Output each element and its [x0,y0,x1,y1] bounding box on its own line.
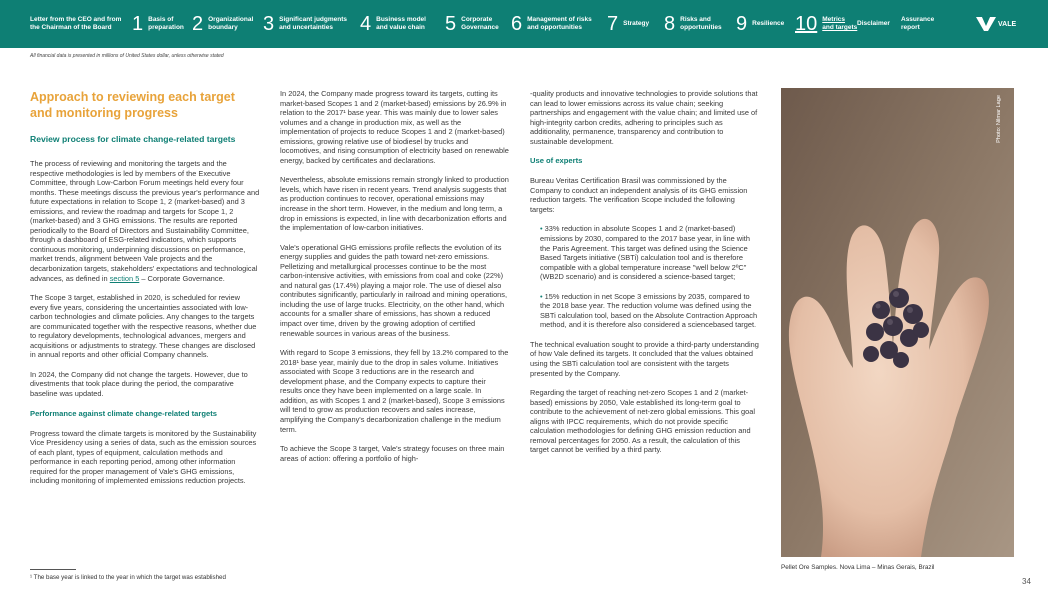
bullet-item [530,292,759,330]
nav-item-label: Risks and opportunities [680,16,722,31]
nav-item-number: 9 [736,13,748,35]
nav-item-assurance-report[interactable] [901,0,934,48]
nav-item-significant-judgments[interactable] [263,0,347,48]
top-navigation [0,0,1048,48]
photo-caption: Pellet Ore Samples. Nova Lima – Minas Gerais, Brazil [781,564,935,571]
pellet-photo [781,88,1014,557]
column-1 [30,89,260,496]
nav-item-number: 1 [132,13,144,35]
page-number: 34 [1022,577,1031,586]
column-3 [530,89,759,465]
paragraph-text: – Corporate Governance. [139,273,225,283]
nav-item-resilience[interactable] [736,0,784,48]
nav-item-label: Assurance report [901,16,935,31]
nav-item-basis-of-preparation[interactable] [132,0,184,48]
nav-item-number: 5 [445,13,457,35]
nav-item-number: 10 [795,13,818,35]
nav-item-number: 3 [263,13,275,35]
paragraph [30,159,260,283]
nav-item-number: 7 [607,13,619,35]
hand-with-pellets-image [781,88,1014,557]
paragraph: The Scope 3 target, established in 2020, is scheduled for review every five years, considering the uncertainties associated with low-carbon technologies and climate policies. Any changes to the targets are communicated together with the respective reasons, whether due to regulatory developments, technological advances, mergers and acquisitions or adjustments to strategy. These changes are disclosed in annual reports and other official Company channels. [30,293,257,360]
use-of-experts-heading: Use of experts [530,156,583,166]
paragraph: Vale's operational GHG emissions profile reflects the evolution of its energy supplies and guides the path toward net-zero emissions. Pelletizing and metallurgical processes continue to be the most carbon-intensive activities, with emissions from coal and coke (22%) and natural gas (17.4%) playing a major role. The use of diesel also contributes significantly, particularly in railroad and mining operations, including the use of large trucks. Electricity, on the other hand, which accounts for a smaller share of emissions, has shown a reduced impact over time, driven by the growing adoption of certified renewable sources in various areas of the business. [280,242,508,338]
nav-item-strategy[interactable] [607,0,649,48]
nav-item-ceo-letter[interactable] [30,0,121,48]
paragraph: In 2024, the Company did not change the targets. However, due to divestments that took place during the period, the comparative baseline was updated. [30,369,248,399]
currency-note: All financial data is presented in millions of United States dollar, unless otherwise stated [30,53,224,59]
paragraph: In 2024, the Company made progress toward its targets, cutting its market-based Scopes 1 and 2 (market-based) emissions by 26.9% in relation to the 2017¹ base year. This was mainly due to lower sales volumes and a change in production mix, as well as the implementation of projects to reduce Scopes 1 and 2 (market-based) emissions, growing relative use of biodiesel by trucks and locomotives, and rising consumption of electricity based on renewable energy, backed by certificates and declarations. [280,89,509,165]
paragraph: Bureau Veritas Certification Brasil was commissioned by the Company to conduct an independent analysis of its GHG emission reduction targets. The verification Scope included the following targets: [530,176,748,214]
nav-item-number: 8 [664,13,676,35]
paragraph: Progress toward the climate targets is monitored by the Sustainability Vice Presidency using a series of data, such as the emission sources of each plant, types of equipment, calculation methods and performance in each reporting period, among other information required for the proper management of Vale's GHG emissions, including monitoring of implemented emissions reduction projects. [30,428,257,486]
nav-item-label: Management of risks and opportunities [527,16,592,31]
nav-item-risks-opportunities[interactable] [664,0,722,48]
nav-item-label: Letter from the CEO and from the Chairman of the Board [30,16,122,31]
paragraph: Nevertheless, absolute emissions remain strongly linked to production levels, which have risen in recent years. Trend analysis suggests that as production continues to recover, operational emissions may increase in the short term. However, in the medium and long term, a drop in emissions is expected, in line with decarbonization efforts and the implementation of low-carbon initiatives. [280,175,509,233]
paragraph-text: The process of reviewing and monitoring the targets and the respective methodologies is led by members of the Executive Committee, through Low-Carbon Forum meetings held every four months. These meetings discuss the previous year's performance and future expectations in relation to Scope 1, 2 (market-based) and 3 emissions, and review the roadmap and targets for Scope 1, 2 (market-based) and 3 GHG emissions. The results are reported periodically to the Board of Directors and Sustainability Committee, through a dashboard of ESG-related indicators, which supports continuous monitoring, underpinning discussions on performance, market trends, alignment between Vale projects and the decarbonization targets, stakeholders' expectations and technological advances, as defined in [30,159,260,283]
nav-item-number: 4 [360,13,372,35]
paragraph: -quality products and innovative technologies to provide solutions that can lead to lower emissions across its value chain; seeking partnerships and engagement with the value chain; and limited use of high-integrity carbon credits, adhering to principles such as additionality, permanence, transparency and contribution to sustainable development. [530,89,758,146]
nav-item-metrics-targets[interactable] [795,0,857,48]
photo-credit: Photo: Nilmar Lage [996,95,1002,143]
bullet-text: 15% reduction in net Scope 3 emissions by 2035, compared to the 2018 base year. The reduction volume was defined using the SBTi calculation tool, based on the Absolute Contraction Approach method, and it is therefore also considered a sciencebased target. [540,291,758,330]
nav-item-risk-management[interactable] [511,0,592,48]
vale-logo-icon [976,17,996,31]
nav-item-label: Disclaimer [857,20,890,27]
paragraph: With regard to Scope 3 emissions, they fell by 13.2% compared to the 2018¹ base year, mainly due to the drop in sales volume. Initiatives associated with Scope 3 reductions are in the research and development phase, and the Company expects to capture their results once they have been implemented on a large scale. In addition, as with Scopes 1 and 2 (market-based), Scope 3 emissions will tend to grow as production recovers and sales increase, amplifying the Company's decarbonization challenge in the medium term. [280,348,509,434]
vale-logo-text: VALE [998,20,1017,28]
nav-item-number: 2 [192,13,204,35]
nav-item-organizational-boundary[interactable] [192,0,253,48]
nav-item-business-model[interactable] [360,0,426,48]
nav-item-label: Corporate Governance [461,16,499,31]
page-title: Approach to reviewing each target and monitoring progress [30,90,235,120]
bullet-text: 33% reduction in absolute Scopes 1 and 2 (market-based) emissions by 2030, compared to the 2017 base year, in line with the Paris Agreement. This target was defined using the Science Based Targets initiative (SBTi) calculation tool and is therefore compatible with a global temperature increase "well below 2ºC" (WB2D scenario) and is considered a science-based target; [540,224,750,282]
paragraph: Regarding the target of reaching net-zero Scopes 1 and 2 (market-based) emissions by 2050, Vale established its long-term goal to contribute to the achievement of net-zero global emissions. This goal aligns with IPCC requirements, which do not provide specific calculation methodologies for defining GHG emission reduction and removal percentages for 2050. As a result, the calculation of this target cannot be verified by a third party. [530,388,755,455]
performance-heading: Performance against climate change-related targets [30,408,217,418]
nav-item-disclaimer[interactable] [857,0,890,48]
vale-logo[interactable] [976,17,1016,31]
section-5-link[interactable]: section 5 [109,273,140,283]
paragraph: To achieve the Scope 3 target, Vale's strategy focuses on three main areas of action: offering a portfolio of high- [280,444,505,463]
nav-item-label: Metrics and targets [822,16,858,31]
review-process-heading: Review process for climate change-related targets [30,134,236,144]
nav-item-label: Organizational boundary [208,16,254,31]
nav-item-label: Resilience [752,20,785,27]
bullet-dot: • [540,291,545,301]
nav-item-label: Significant judgments and uncertainties [279,16,348,31]
paragraph: The technical evaluation sought to provide a third-party understanding of how Vale defined its targets. It concluded that the values obtained using the SBTi calculation tool are consistent with the targets presented by the Company. [530,339,759,378]
nav-item-label: Strategy [623,20,650,27]
nav-item-number: 6 [511,13,523,35]
column-2 [280,89,509,473]
nav-item-label: Basis of preparation [148,16,184,31]
footnote-divider [30,569,76,570]
footnote: ¹ The base year is linked to the year in which the target was established [30,574,226,581]
nav-item-label: Business model and value chain [376,16,426,31]
bullet-item [530,224,759,281]
nav-item-corporate-governance[interactable] [445,0,499,48]
bullet-dot: • [540,224,545,234]
